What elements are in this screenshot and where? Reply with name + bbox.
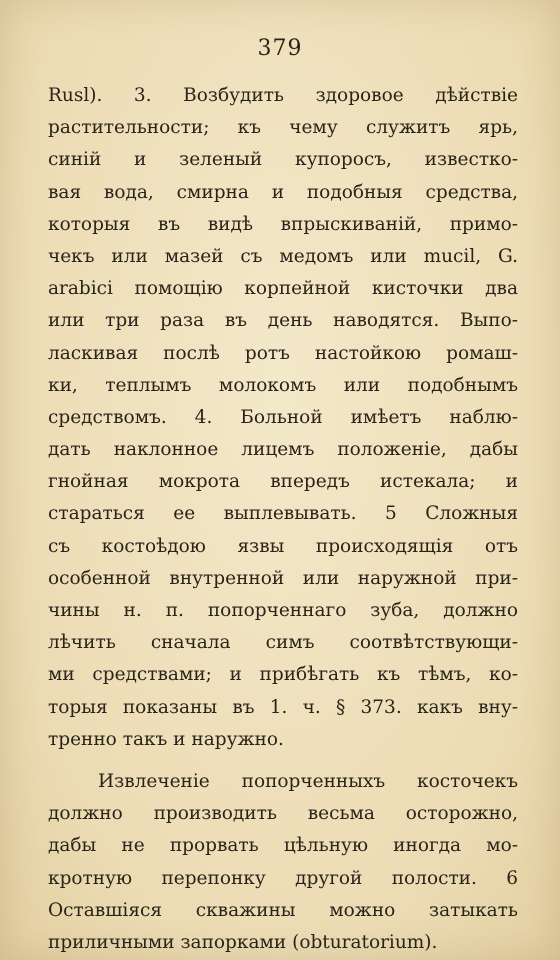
text-line: или три раза въ день наводятся. Выпо- — [48, 310, 518, 332]
text-line: дабы не прорвать цѣльную иногда мо- — [48, 835, 518, 857]
text-line: arabici помощію корпейной кисточки два — [48, 278, 518, 300]
text-line: которыя въ видѣ впрыскиваній, примо- — [48, 213, 518, 235]
text-line: стараться ее выплевывать. 5 Сложныя — [48, 503, 518, 525]
text-line: торыя показаны въ 1. ч. § 373. какъ вну- — [48, 696, 518, 718]
text-line: растительности; къ чему служитъ ярь, — [48, 117, 518, 139]
text-line: чекъ или мазей съ медомъ или mucil, G. — [48, 245, 518, 267]
text-line: чины н. п. попорченнаго зуба, должно — [48, 600, 518, 621]
text-line: гнойная мокрота впередъ истекала; и — [48, 471, 518, 493]
text-line: синій и зеленый купоросъ, известко- — [48, 149, 518, 171]
page-number: 379 — [257, 36, 303, 61]
text-line: ми средствами; и прибѣгать къ тѣмъ, ко- — [48, 664, 518, 686]
text-line: ласкивая послѣ ротъ настойкою ромаш- — [48, 342, 518, 364]
text-line: кротную перепонку другой полости. 6 — [48, 867, 518, 889]
paragraph-gap — [48, 756, 518, 766]
body-text — [48, 80, 518, 959]
text-line: лѣчить сначала симъ соотвѣтствующи- — [48, 632, 518, 654]
text-line: ки, теплымъ молокомъ или подобнымъ — [48, 374, 518, 396]
text-line: съ костоѣдою язвы происходящія отъ — [48, 535, 518, 557]
text-line: особенной внутренной или наружной при- — [48, 567, 518, 589]
text-line: Rusl). 3. Возбудить здоровое дѣйствіе — [48, 85, 518, 106]
paragraph-1 — [48, 80, 518, 756]
text-line: Извлеченіе попорченныхъ косточекъ — [98, 770, 518, 792]
text-line: должно производить весьма осторожно, — [48, 803, 518, 825]
paragraph-2 — [48, 766, 518, 959]
text-line: тренно такъ и наружно. — [48, 728, 284, 750]
text-line: Оставшіяся скважины можно затыкать — [48, 899, 518, 921]
text-line: средствомъ. 4. Больной имѣетъ наблю- — [48, 406, 518, 428]
text-line: приличными запорками (obturatorium). — [48, 931, 438, 953]
text-line: вая вода, смирна и подобныя средства, — [48, 181, 518, 203]
text-line: дать наклонное лицемъ положеніе, дабы — [48, 439, 518, 461]
